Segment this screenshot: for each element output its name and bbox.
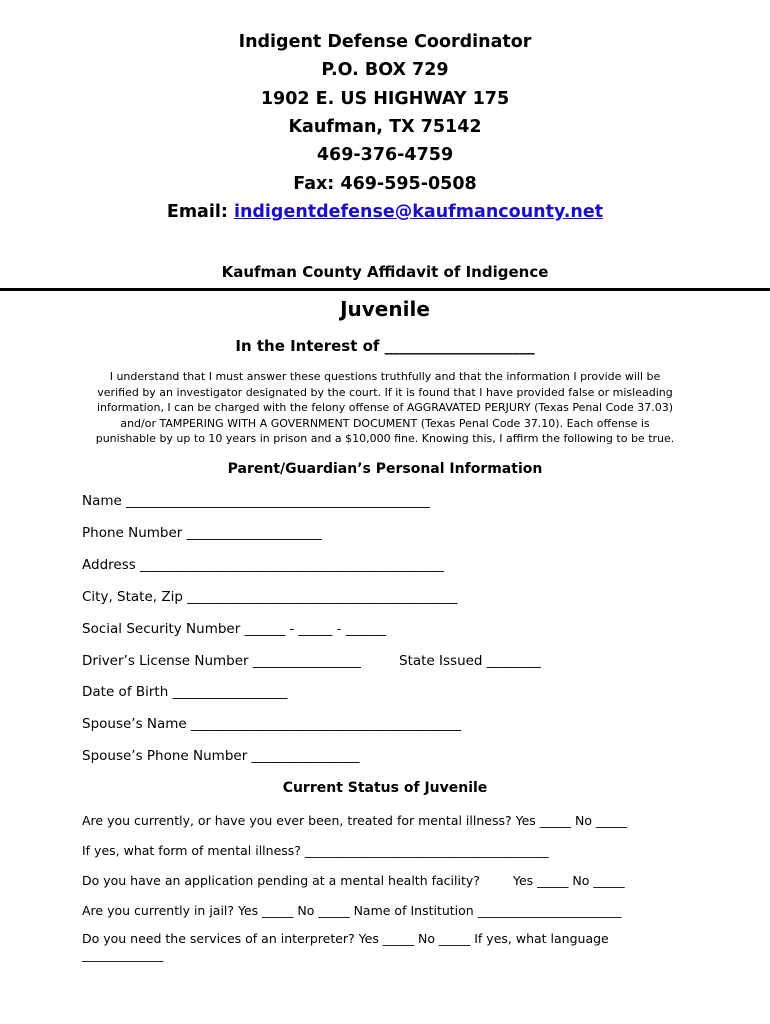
drivers-license-field[interactable]: Driver’s License Number ________________ [82,653,361,669]
email-line [0,202,770,222]
city-state-zip-field[interactable]: City, State, Zip ________________________________________ [82,589,458,605]
juvenile-title: Juvenile [340,297,430,321]
street-address: 1902 E. US HIGHWAY 175 [260,89,510,109]
interest-of-line: In the Interest of ____________________ [235,337,535,355]
address-field[interactable]: Address _____________________________________________ [82,557,444,573]
state-issued-field[interactable]: State Issued ________ [399,653,541,669]
phone-field[interactable]: Phone Number ____________________ [82,525,322,541]
mental-health-application-answer[interactable]: Yes _____ No _____ [513,873,625,888]
disclaimer-line: and/or TAMPERING WITH A GOVERNMENT DOCUMENT (Texas Penal Code 37.10). Each offense is [120,416,650,430]
affidavit-title: Kaufman County Affidavit of Indigence [221,263,549,281]
disclaimer-paragraph [0,369,770,447]
spouse-name-field[interactable]: Spouse’s Name ________________________________________ [82,716,462,732]
po-box: P.O. BOX 729 [321,60,449,80]
phone-number: 469-376-4759 [316,145,454,165]
ssn-field[interactable]: Social Security Number ______ - _____ - ______ [82,621,387,637]
jail-question[interactable]: Are you currently in jail? Yes _____ No _____ Name of Institution _______________________ [82,903,622,918]
spouse-phone-field[interactable]: Spouse’s Phone Number ________________ [82,748,360,764]
city-state-zip: Kaufman, TX 75142 [288,117,482,137]
interpreter-language-blank[interactable]: _____________ [82,947,164,962]
divider-rule [0,288,770,291]
juvenile-status-heading: Current Status of Juvenile [282,780,488,796]
disclaimer-line: punishable by up to 10 years in prison and a $10,000 fine. Knowing this, I affirm the following to be true. [95,432,675,445]
fax-number: Fax: 469-595-0508 [293,174,477,194]
disclaimer-line: information, I can be charged with the felony offense of AGGRAVATED PERJURY (Texas Penal Code 37.03) [96,401,674,414]
email-label: Email: [166,202,234,222]
mental-illness-question[interactable]: Are you currently, or have you ever been, treated for mental illness? Yes _____ No _____ [82,813,628,828]
date-of-birth-field[interactable]: Date of Birth _________________ [82,684,288,700]
agency-name: Indigent Defense Coordinator [238,32,532,52]
name-field[interactable]: Name _____________________________________________ [82,493,430,509]
disclaimer-line: verified by an investigator designated by the court. If it is found that I have provided false or misleading [97,385,673,399]
guardian-section-heading: Parent/Guardian’s Personal Information [227,461,543,477]
disclaimer-line: I understand that I must answer these questions truthfully and that the information I provide will be [109,370,661,383]
email-link[interactable]: indigentdefense@kaufmancounty.net [233,202,604,222]
mental-health-application-question: Do you have an application pending at a mental health facility? [82,873,480,888]
interpreter-question[interactable]: Do you need the services of an interpreter? Yes _____ No _____ If yes, what language [82,931,609,946]
mental-illness-form-question[interactable]: If yes, what form of mental illness? _______________________________________ [82,843,549,858]
